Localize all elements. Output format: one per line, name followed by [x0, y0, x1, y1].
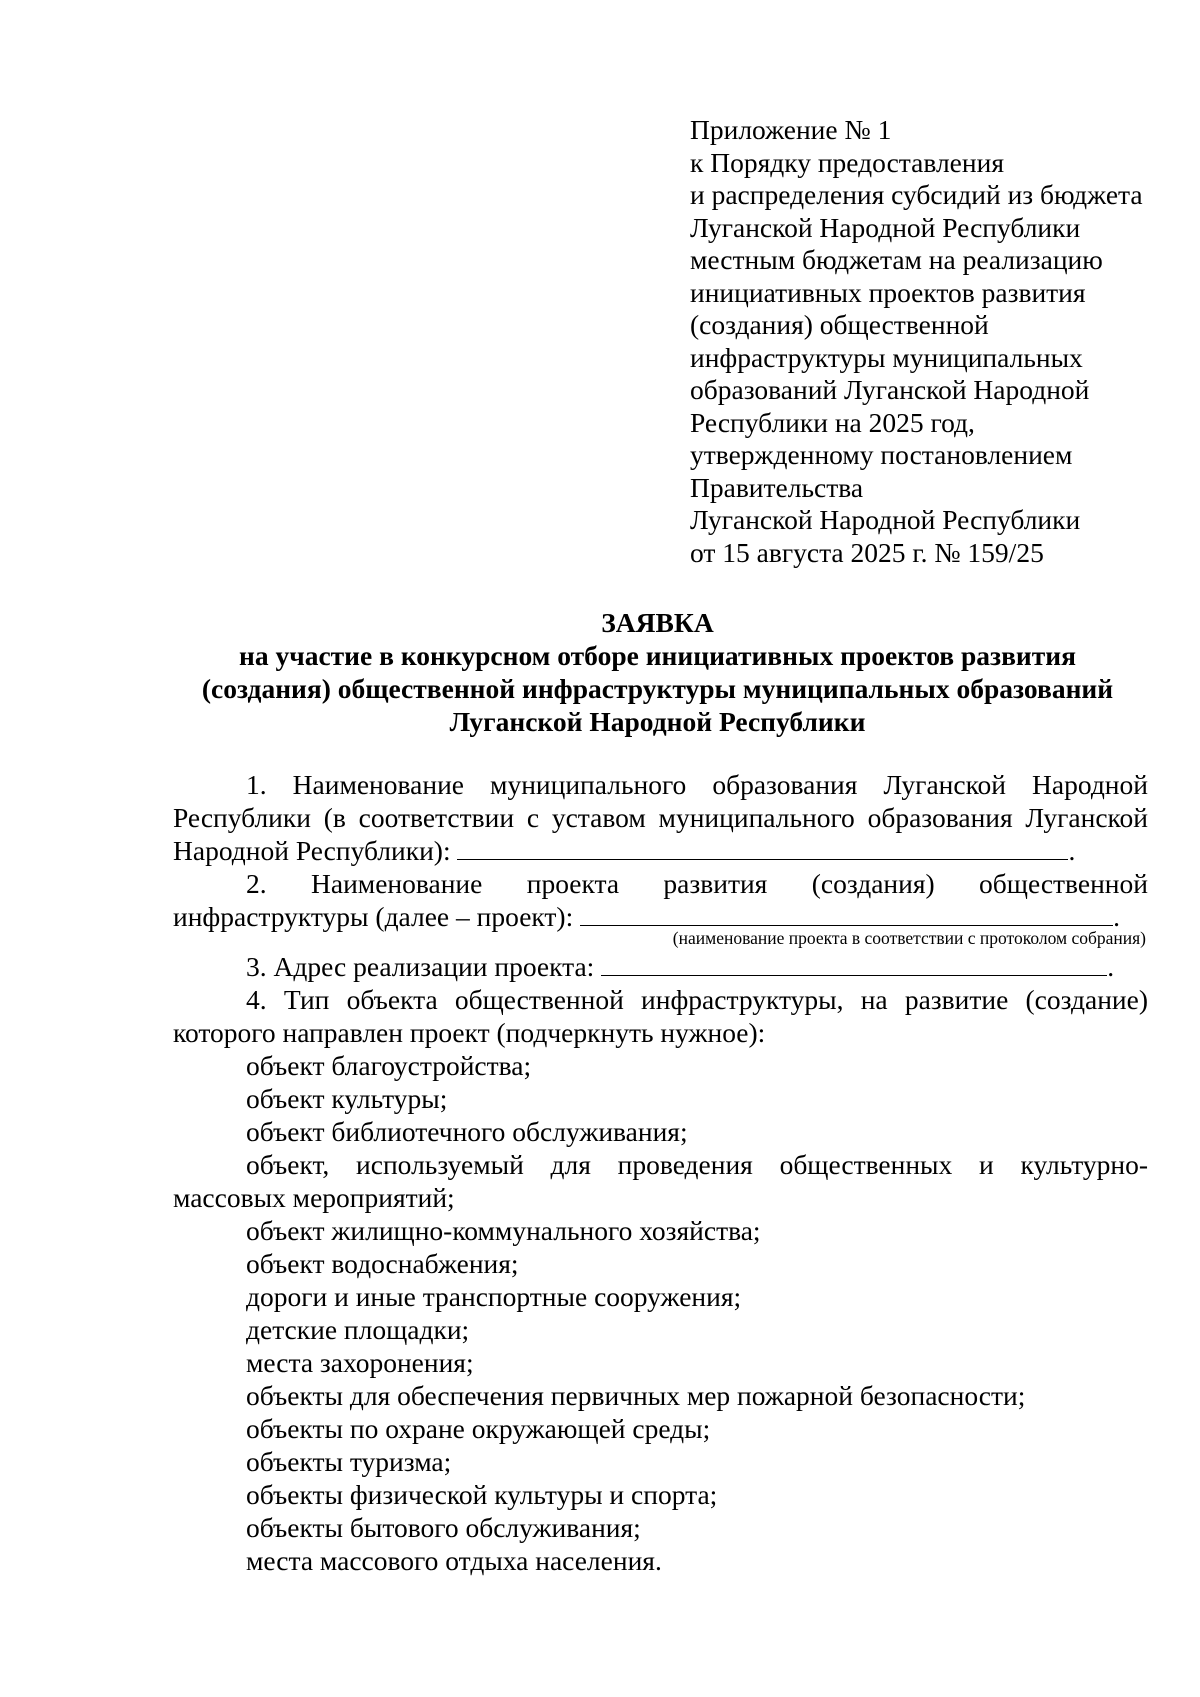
object-type-option[interactable]: объекты по охране окружающей среды;: [246, 1413, 711, 1444]
period: .: [1113, 901, 1120, 932]
document-title: [170, 606, 1145, 738]
period: .: [1068, 835, 1076, 866]
item1-label: Народной Республики):: [173, 835, 451, 866]
appendix-block: [690, 114, 1170, 569]
appendix-line: к Порядку предоставления: [690, 146, 1004, 178]
object-type-option[interactable]: места массового отдыха населения.: [246, 1545, 662, 1576]
item1-last-line: [173, 834, 1148, 867]
title-subtitle-line: (создания) общественной инфраструктуры муниципальных образований: [201, 673, 1114, 704]
appendix-line: Луганской Народной Республики: [690, 504, 1081, 535]
appendix-line: утвержденному постановлением: [690, 439, 1073, 470]
project-name-field[interactable]: [580, 901, 1113, 926]
appendix-line: Приложение № 1: [690, 114, 892, 145]
project-name-hint: (наименование проекта в соответствии с протоколом собрания): [672, 928, 1146, 948]
title-subtitle-line: на участие в конкурсном отборе инициативных проектов развития: [238, 640, 1077, 671]
appendix-line: инфраструктуры муниципальных: [690, 341, 1083, 373]
object-type-option-continued[interactable]: массовых мероприятий;: [173, 1182, 455, 1213]
object-type-option[interactable]: объект благоустройства;: [246, 1050, 532, 1081]
object-type-option[interactable]: объект водоснабжения;: [246, 1248, 519, 1279]
item4-text: 4. Тип объекта общественной инфраструктуры, на развитие (создание): [246, 984, 1148, 1015]
object-type-option[interactable]: объект жилищно-коммунального хозяйства;: [246, 1215, 761, 1246]
appendix-line: от 15 августа 2025 г. № 159/25: [690, 536, 1044, 568]
appendix-line: местным бюджетам на реализацию: [690, 244, 1103, 275]
item1-text: Республики (в соответствии с уставом муниципального образования Луганской: [173, 802, 1148, 833]
object-type-option[interactable]: объект библиотечного обслуживания;: [246, 1116, 688, 1147]
title-heading: ЗАЯВКА: [601, 607, 714, 638]
appendix-line: Правительства: [690, 471, 864, 503]
item2-text: 2. Наименование проекта развития (создания) общественной: [246, 868, 1148, 899]
item4-text: которого направлен проект (подчеркнуть нужное):: [173, 1017, 766, 1048]
object-type-option[interactable]: объекты бытового обслуживания;: [246, 1512, 641, 1543]
object-type-option[interactable]: места захоронения;: [246, 1347, 474, 1378]
item3-label: 3. Адрес реализации проекта:: [246, 951, 595, 982]
appendix-line: образований Луганской Народной: [690, 374, 1090, 405]
title-subtitle-line: Луганской Народной Республики: [449, 706, 866, 737]
project-address-field[interactable]: [601, 951, 1107, 976]
object-type-option[interactable]: дороги и иные транспортные сооружения;: [246, 1281, 742, 1312]
object-type-option[interactable]: объекты физической культуры и спорта;: [246, 1479, 718, 1510]
appendix-line: (создания) общественной: [690, 309, 989, 340]
appendix-line: и распределения субсидий из бюджета: [690, 179, 1143, 210]
municipality-name-field[interactable]: [457, 835, 1068, 860]
document-body: [173, 768, 1148, 1577]
item1-text: 1. Наименование муниципального образования Луганской Народной: [246, 769, 1148, 800]
appendix-line: Луганской Народной Республики: [690, 211, 1081, 243]
object-type-option[interactable]: объект культуры;: [246, 1083, 448, 1114]
object-type-option[interactable]: объекты туризма;: [246, 1446, 452, 1477]
appendix-line: инициативных проектов развития: [690, 276, 1086, 308]
period: .: [1107, 951, 1115, 982]
appendix-line: Республики на 2025 год,: [690, 406, 975, 438]
item2-label: инфраструктуры (далее – проект):: [173, 901, 574, 932]
object-type-option[interactable]: объект, используемый для проведения общественных и культурно-: [246, 1149, 1148, 1180]
item3-line: [173, 950, 1148, 983]
object-type-option[interactable]: объекты для обеспечения первичных мер пожарной безопасности;: [246, 1380, 1026, 1411]
object-type-option[interactable]: детские площадки;: [246, 1314, 470, 1345]
